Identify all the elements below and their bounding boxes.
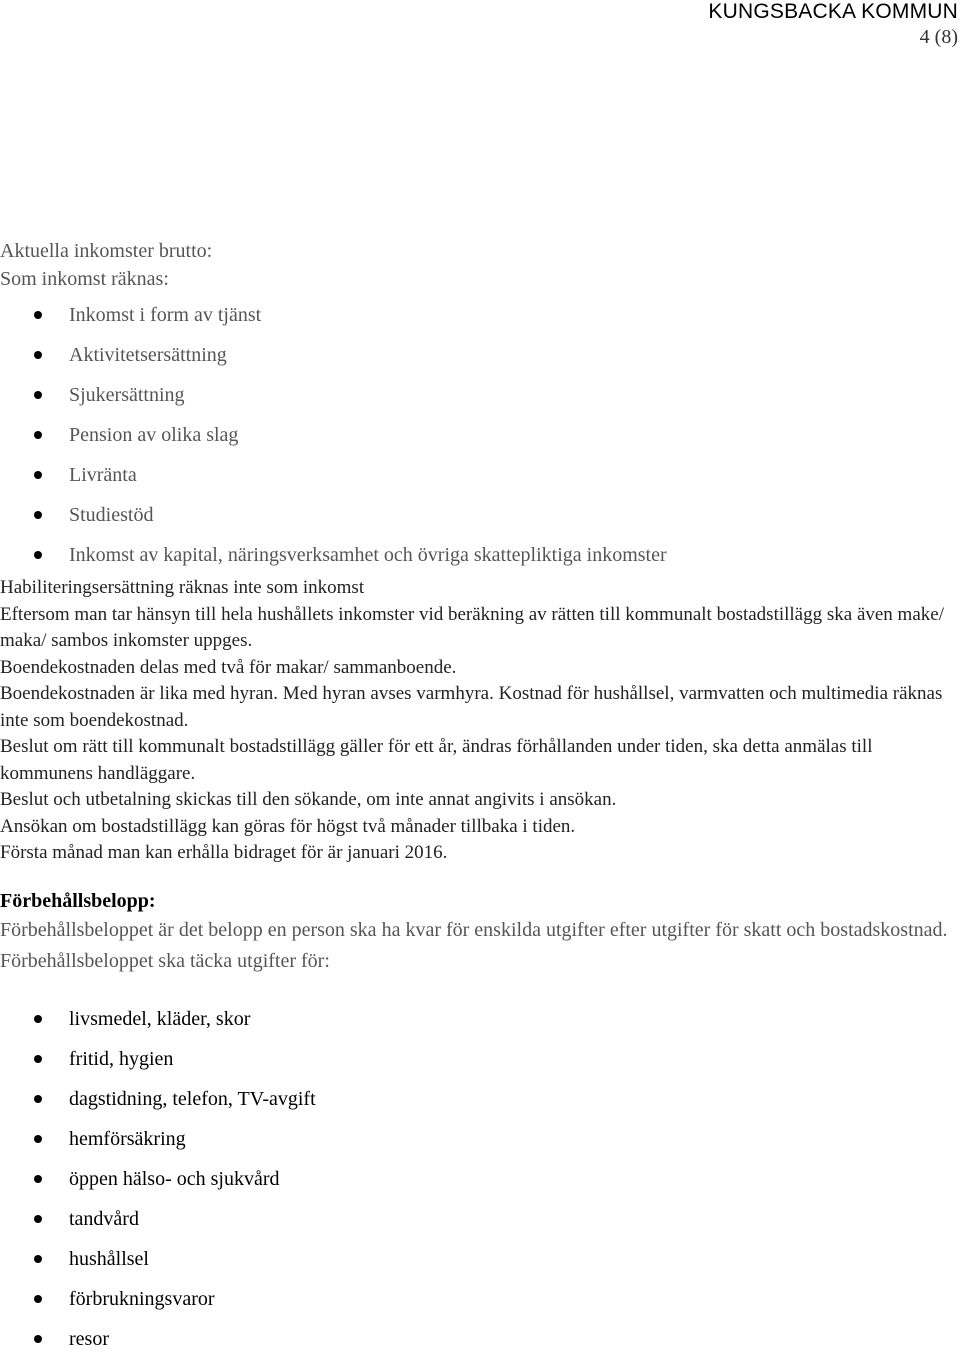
info-line: Första månad man kan erhålla bidraget för är januari 2016.	[0, 842, 448, 863]
info-line: Beslut och utbetalning skickas till den sökande, om inte annat angivits i ansökan.	[0, 789, 617, 810]
list-item-label: hemförsäkring	[69, 1127, 186, 1150]
list-item-label: fritid, hygien	[69, 1047, 174, 1070]
list-item-label: Pension av olika slag	[69, 424, 239, 446]
list-item	[0, 455, 958, 495]
info-line: Eftersom man tar hänsyn till hela hushållets inkomster vid beräkning av rätten till kommunalt bostadstillägg ska även make/ maka/ sambos inkomster uppges.	[0, 603, 944, 651]
document-body	[0, 237, 958, 1359]
reserve-list	[0, 999, 958, 1359]
list-item	[0, 1319, 958, 1359]
list-item-label: förbrukningsvaror	[69, 1287, 215, 1310]
income-section	[0, 237, 958, 575]
list-item	[0, 1239, 958, 1279]
info-line: Habiliteringsersättning räknas inte som inkomst	[0, 577, 365, 598]
organization-name: KUNGSBACKA KOMMUN	[708, 0, 958, 23]
list-item	[0, 535, 958, 575]
bullet-icon	[34, 1015, 42, 1023]
list-item-label: Aktivitetsersättning	[69, 344, 227, 366]
list-item-label: Studiestöd	[69, 504, 154, 526]
bullet-icon	[34, 471, 42, 479]
bullet-icon	[34, 1295, 42, 1303]
list-item	[0, 1199, 958, 1239]
info-line: Ansökan om bostadstillägg kan göras för högst två månader tillbaka i tiden.	[0, 815, 576, 837]
bullet-icon	[34, 1135, 42, 1143]
income-intro: Som inkomst räknas:	[0, 268, 169, 290]
reserve-section	[0, 887, 958, 1359]
list-item-label: Inkomst i form av tjänst	[69, 304, 262, 326]
bullet-icon	[34, 511, 42, 519]
page-number: 4 (8)	[919, 26, 958, 48]
list-item	[0, 495, 958, 535]
reserve-description: Förbehållsbeloppet är det belopp en person ska ha kvar för enskilda utgifter efter utgifter för skatt och bostadskostnad. Förbehållsbeloppet ska täcka utgifter för:	[0, 918, 948, 972]
reserve-heading: Förbehållsbelopp:	[0, 889, 156, 912]
list-item-label: livsmedel, kläder, skor	[69, 1007, 251, 1030]
bullet-icon	[34, 431, 42, 439]
list-item-label: tandvård	[69, 1207, 139, 1230]
bullet-icon	[34, 1055, 42, 1063]
list-item	[0, 415, 958, 455]
bullet-icon	[34, 1335, 42, 1343]
list-item-label: Livränta	[69, 464, 137, 486]
bullet-icon	[34, 351, 42, 359]
bullet-icon	[34, 391, 42, 399]
bullet-icon	[34, 311, 42, 319]
info-section	[0, 575, 958, 867]
bullet-icon	[34, 551, 42, 559]
bullet-icon	[34, 1215, 42, 1223]
bullet-icon	[34, 1175, 42, 1183]
list-item	[0, 295, 958, 335]
bullet-icon	[34, 1095, 42, 1103]
bullet-icon	[34, 1255, 42, 1263]
list-item	[0, 999, 958, 1039]
list-item	[0, 1039, 958, 1079]
list-item-label: resor	[69, 1327, 109, 1350]
list-item-label: dagstidning, telefon, TV-avgift	[69, 1087, 316, 1110]
info-line: Boendekostnaden delas med två för makar/ sammanboende.	[0, 656, 457, 678]
list-item-label: Sjukersättning	[69, 384, 185, 406]
info-line: Beslut om rätt till kommunalt bostadstillägg gäller för ett år, ändras förhållanden under tiden, ska detta anmälas till kommunens handläggare.	[0, 736, 873, 784]
list-item	[0, 1279, 958, 1319]
income-list	[0, 295, 958, 575]
list-item-label: hushållsel	[69, 1247, 149, 1270]
list-item	[0, 1119, 958, 1159]
list-item	[0, 1159, 958, 1199]
list-item	[0, 1079, 958, 1119]
income-heading: Aktuella inkomster brutto:	[0, 240, 213, 262]
list-item-label: öppen hälso- och sjukvård	[69, 1167, 280, 1190]
list-item-label: Inkomst av kapital, näringsverksamhet och övriga skattepliktiga inkomster	[69, 544, 667, 566]
list-item	[0, 335, 958, 375]
info-line: Boendekostnaden är lika med hyran. Med hyran avses varmhyra. Kostnad för hushållsel, varmvatten och multimedia räknas inte som boendekostnad.	[0, 683, 943, 731]
list-item	[0, 375, 958, 415]
